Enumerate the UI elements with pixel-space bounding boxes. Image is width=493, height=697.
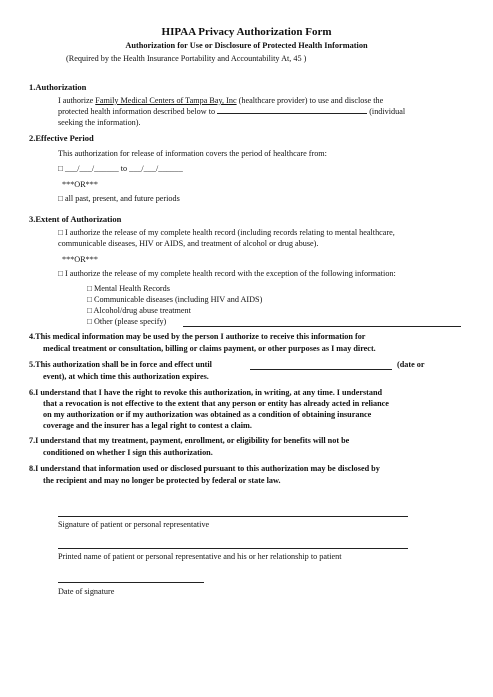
exception-mental-health[interactable]: □ Mental Health Records bbox=[87, 284, 170, 293]
date-range-field[interactable]: □ ___/___/______ to ___/___/______ bbox=[58, 164, 183, 173]
statement-6-line-3: on my authorization or if my authorization was obtained as a condition of obtaining insurance bbox=[43, 410, 372, 419]
authorization-line-1 bbox=[58, 96, 383, 107]
printed-name-line[interactable] bbox=[58, 548, 408, 549]
date-signature-line[interactable] bbox=[58, 582, 204, 583]
other-specify-line[interactable] bbox=[183, 326, 461, 327]
all-periods-checkbox[interactable]: □ all past, present, and future periods bbox=[58, 194, 180, 203]
authorization-line-2 bbox=[58, 107, 405, 118]
authorization-line-2-end: (individual bbox=[367, 107, 406, 116]
authorization-pre: I authorize bbox=[58, 96, 96, 105]
or-divider-2: ***OR*** bbox=[62, 255, 98, 264]
statement-4-line-2: medical treatment or consultation, billing or claims payment, or other purposes as I may direct. bbox=[43, 344, 376, 353]
statement-6-line-2: that a revocation is not effective to the extent that any person or entity has already acted in reliance bbox=[43, 399, 389, 408]
statement-6-line-4: coverage and the insurer has a legal right to contest a claim. bbox=[43, 421, 252, 430]
section-3-heading: 3.Extent of Authorization bbox=[29, 214, 122, 224]
recipient-field[interactable] bbox=[217, 113, 367, 114]
provider-name: Family Medical Centers of Tampa Bay, Inc bbox=[95, 96, 237, 105]
form-title: HIPAA Privacy Authorization Form bbox=[161, 26, 332, 38]
signature-line[interactable] bbox=[58, 516, 408, 517]
statement-5-end: (date or bbox=[397, 360, 425, 369]
statement-8-line-1: 8.I understand that information used or disclosed pursuant to this authorization may be disclosed by bbox=[29, 464, 380, 473]
complete-record-text-2: communicable diseases, HIV or AIDS, and treatment of alcohol or drug abuse). bbox=[58, 239, 319, 248]
statement-5-line-2: event), at which time this authorization expires. bbox=[43, 372, 209, 381]
authorization-post: (healthcare provider) to use and disclose the bbox=[236, 96, 384, 105]
statement-7-line-1: 7.I understand that my treatment, payment, enrollment, or eligibility for benefits will not be bbox=[29, 436, 350, 445]
form-note: (Required by the Health Insurance Portability and Accountability At, 45 ) bbox=[66, 54, 307, 63]
exception-alcohol-drug[interactable]: □ Alcohol/drug abuse treatment bbox=[87, 306, 191, 315]
signature-label: Signature of patient or personal representative bbox=[58, 520, 210, 529]
authorization-line-2-text: protected health information described below to bbox=[58, 107, 218, 116]
expiration-field[interactable] bbox=[250, 369, 392, 370]
statement-5-text: 5.This authorization shall be in force and effect until bbox=[29, 360, 212, 369]
statement-8-line-2: the recipient and may no longer be protected by federal or state law. bbox=[43, 476, 281, 485]
exception-checkbox[interactable]: □ I authorize the release of my complete health record with the exception of the following information: bbox=[58, 269, 396, 278]
form-subtitle: Authorization for Use or Disclosure of Protected Health Information bbox=[125, 41, 368, 50]
statement-7-line-2: conditioned on whether I sign this authorization. bbox=[43, 448, 213, 457]
statement-5-line-1 bbox=[29, 360, 212, 371]
exception-other[interactable]: □ Other (please specify) bbox=[87, 317, 167, 326]
statement-4-line-1: 4.This medical information may be used by the person I authorize to receive this information for bbox=[29, 332, 366, 341]
effective-period-text: This authorization for release of information covers the period of healthcare from: bbox=[58, 149, 327, 158]
authorization-line-3: seeking the information). bbox=[58, 118, 141, 127]
section-2-heading: 2.Effective Period bbox=[29, 133, 94, 143]
printed-name-label: Printed name of patient or personal representative and his or her relationship to patient bbox=[58, 552, 342, 561]
exception-communicable[interactable]: □ Communicable diseases (including HIV and AIDS) bbox=[87, 295, 263, 304]
or-divider-1: ***OR*** bbox=[62, 180, 98, 189]
complete-record-checkbox[interactable]: □ I authorize the release of my complete health record (including records relating to mental healthcare, bbox=[58, 228, 395, 237]
date-signature-label: Date of signature bbox=[58, 587, 115, 596]
statement-6-line-1: 6.I understand that I have the right to revoke this authorization, in writing, at any time. I understand bbox=[29, 388, 383, 397]
section-1-heading: 1.Authorization bbox=[29, 82, 87, 92]
